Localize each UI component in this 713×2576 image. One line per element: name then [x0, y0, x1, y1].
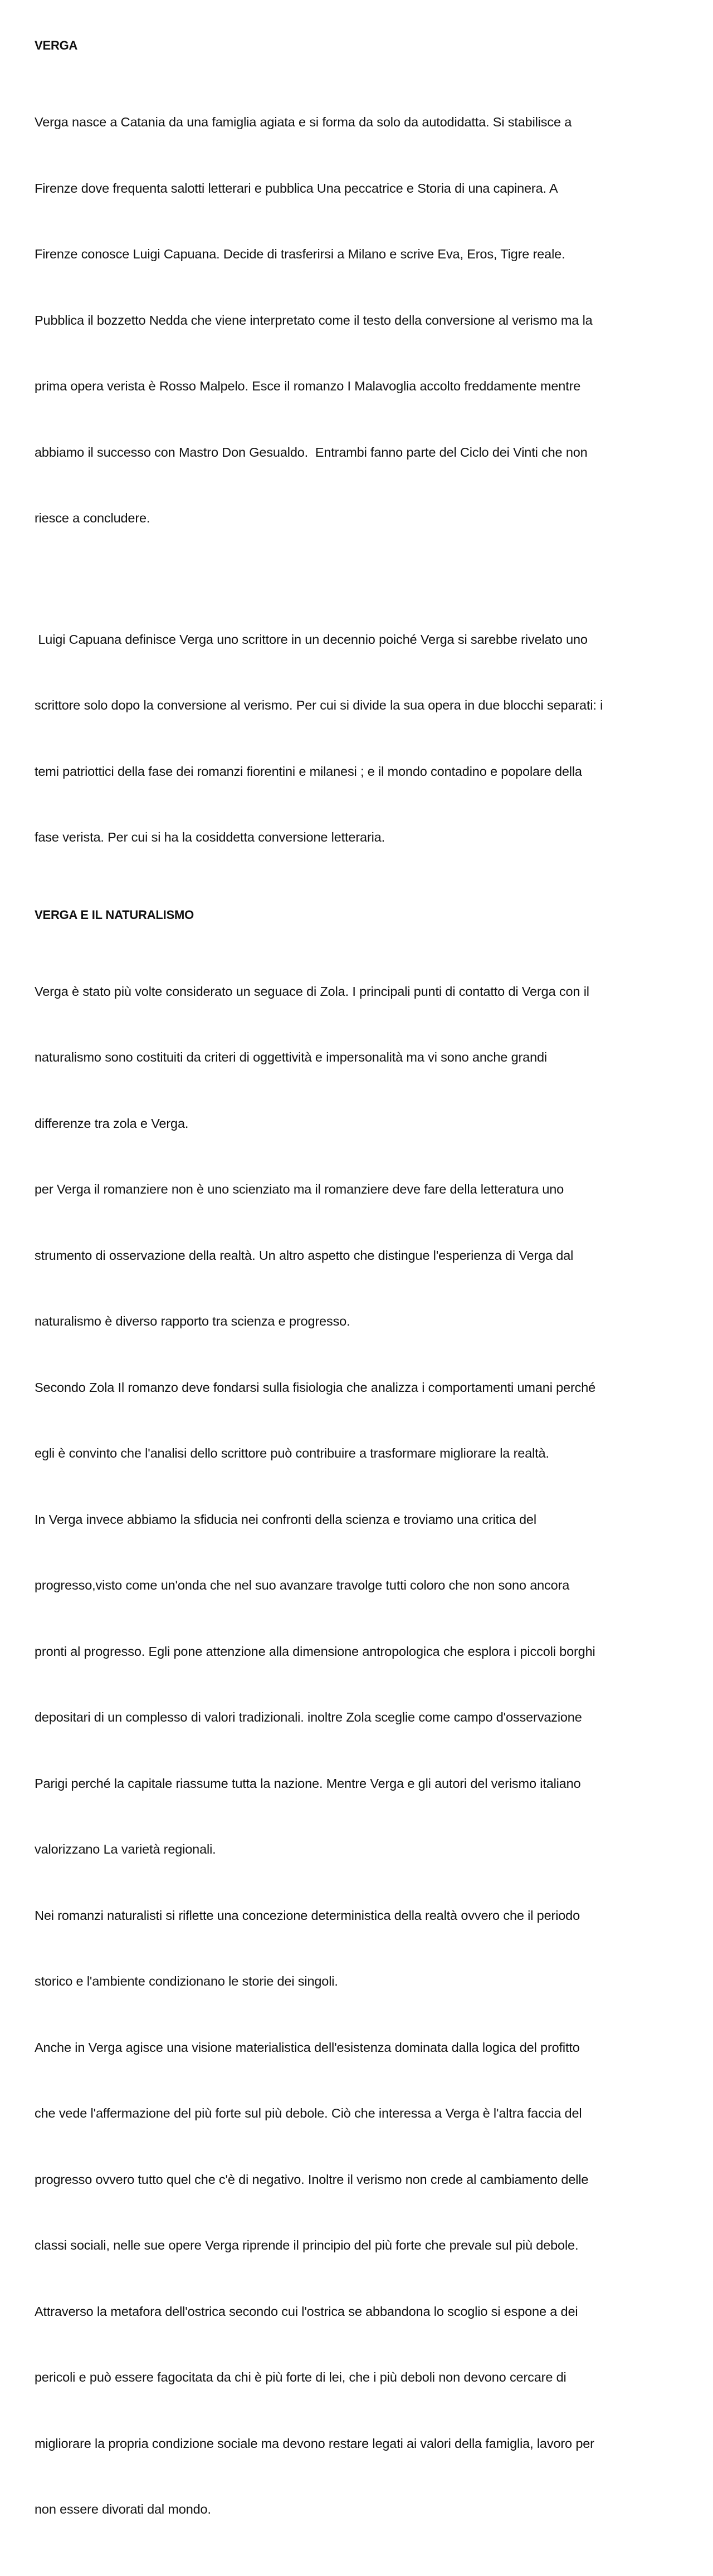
text-line: progresso ovvero tutto quel che c'è di negativo. Inoltre il verismo non crede al cambiamento delle	[35, 2172, 589, 2187]
text-line: naturalismo sono costituiti da criteri di oggettività e impersonalità ma vi sono anche grandi	[35, 1050, 548, 1064]
text-line: non essere divorati dal mondo.	[35, 2502, 211, 2516]
text-line: strumento di osservazione della realtà. Un altro aspetto che distingue l'esperienza di Verga dal	[35, 1248, 574, 1263]
text-line: classi sociali, nelle sue opere Verga riprende il principio del più forte che prevale sul più debole.	[35, 2238, 579, 2252]
text-line: Attraverso la metafora dell'ostrica secondo cui l'ostrica se abbandona lo scoglio si espone a dei	[35, 2304, 578, 2319]
text-line: In Verga invece abbiamo la sfiducia nei confronti della scienza e troviamo una critica del	[35, 1512, 536, 1527]
document-page	[35, 35, 681, 2576]
text-line: Verga è stato più volte considerato un seguace di Zola. I principali punti di contatto di Verga con il	[35, 984, 589, 999]
text-line: progresso,visto come un'onda che nel suo avanzare travolge tutti coloro che non sono ancora	[35, 1578, 570, 1592]
text-line: pronti al progresso. Egli pone attenzione alla dimensione antropologica che esplora i piccoli borghi	[35, 1644, 595, 1659]
paragraph-naturalismo	[35, 937, 681, 2565]
text-line: temi patriottici della fase dei romanzi fiorentini e milanesi ; e il mondo contadino e popolare della	[35, 764, 582, 779]
text-line: valorizzano La varietà regionali.	[35, 1842, 216, 1856]
text-line: abbiamo il successo con Mastro Don Gesualdo. Entrambi fanno parte del Ciclo dei Vinti che non	[35, 444, 588, 460]
text-line: che vede l'affermazione del più forte sul più debole. Ciò che interessa a Verga è l'altra faccia del	[35, 2106, 582, 2120]
text-line: Firenze conosce Luigi Capuana. Decide di trasferirsi a Milano e scrive Eva, Eros, Tigre reale.	[35, 247, 565, 261]
text-line: pericoli e può essere fagocitata da chi è più forte di lei, che i più deboli non devono cercare di	[35, 2370, 567, 2384]
text-line: differenze tra zola e Verga.	[35, 1116, 189, 1131]
text-line: naturalismo è diverso rapporto tra scienza e progresso.	[35, 1314, 350, 1328]
section-title-naturalismo: VERGA E IL NATURALISMO	[35, 907, 194, 922]
section-title-verga: VERGA	[35, 38, 78, 52]
text-line: fase verista. Per cui si ha la cosiddetta conversione letteraria.	[35, 830, 385, 844]
text-line: depositari di un complesso di valori tradizionali. inoltre Zola sceglie come campo d'osservazione	[35, 1710, 582, 1724]
text-line: scrittore solo dopo la conversione al verismo. Per cui si divide la sua opera in due blocchi separati: i	[35, 698, 603, 712]
paragraph-biography	[35, 67, 681, 574]
text-line: Luigi Capuana definisce Verga uno scrittore in un decennio poiché Verga si sarebbe rivelato uno	[35, 632, 588, 647]
text-line: riesce a concludere.	[35, 511, 150, 525]
text-line: Parigi perché la capitale riassume tutta la nazione. Mentre Verga e gli autori del verismo italiano	[35, 1776, 581, 1791]
text-line: Verga nasce a Catania da una famiglia agiata e si forma da solo da autodidatta. Si stabilisce a	[35, 115, 572, 129]
text-line: storico e l'ambiente condizionano le storie dei singoli.	[35, 1974, 338, 1988]
text-line: egli è convinto che l'analisi dello scrittore può contribuire a trasformare migliorare la realtà.	[35, 1446, 549, 1460]
text-line: Anche in Verga agisce una visione materialistica dell'esistenza dominata dalla logica del profitto	[35, 2040, 580, 2055]
text-line: Pubblica il bozzetto Nedda che viene interpretato come il testo della conversione al verismo ma la	[35, 312, 593, 328]
text-line: migliorare la propria condizione sociale ma devono restare legati ai valori della famiglia, lavoro per	[35, 2436, 594, 2451]
text-line: Secondo Zola Il romanzo deve fondarsi sulla fisiologia che analizza i comportamenti umani perché	[35, 1380, 596, 1395]
text-line: Nei romanzi naturalisti si riflette una concezione deterministica della realtà ovvero che il periodo	[35, 1908, 580, 1923]
paragraph-conversion	[35, 585, 681, 893]
text-line: Firenze dove frequenta salotti letterari e pubblica Una peccatrice e Storia di una capinera. A	[35, 180, 558, 195]
text-line: per Verga il romanziere non è uno scienziato ma il romanziere deve fare della letteratura uno	[35, 1182, 564, 1196]
text-line: prima opera verista è Rosso Malpelo. Esce il romanzo I Malavoglia accolto freddamente mentre	[35, 379, 581, 393]
